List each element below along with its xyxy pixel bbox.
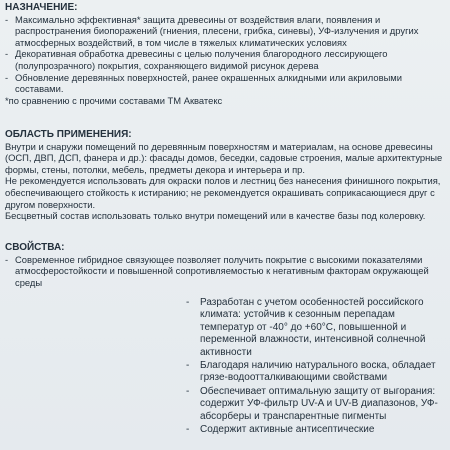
bullet-icon: - [5,48,9,60]
bullet-icon: - [5,13,9,25]
purpose-item: - Декоративная обработка древесины с целью получения благородного лессирующего (полупрозрачного) покрытия, сохраняющего видимой рисунок дерева [5,48,388,71]
purpose-heading: НАЗНАЧЕНИЕ: [5,2,78,13]
bullet-icon: - [5,253,9,265]
feature-item: - Обеспечивает оптимальную защиту от выгорания: содержит УФ-фильтр UV-A и UV-B диапазонов, УФ-абсорберы и транспарентные пигменты [186,385,438,422]
properties-section [5,242,445,288]
purpose-item: - Максимально эффективная* защита древесины от воздействия влаги, появления и распространения биопоражений (гниения, плесени, грибка, синевы), УФ-излучения и других атмосферных воздействий, в том числе в тяжелых климатических условиях [5,13,419,48]
application-paragraph: Внутри и снаружи помещений по деревянным поверхностям и материалам, на основе древесины (ОСП, ДВП, ДСП, фанера и др.): фасады домов, беседки, садовые строения, малые архитектурные формы, стены, потолки, мебель, предметы декора и интерьера и пр. [5,140,443,175]
features-list [186,297,446,437]
feature-item: - Благодаря наличию натурального воска, обладает грязе-водоотталкивающими свойствами [186,360,436,384]
feature-item: - Содержит активные антисептические [186,424,375,436]
application-paragraph: Бесцветный состав использовать только внутри помещений или в качестве базы под колеровку. [5,210,426,222]
bullet-icon: - [186,424,190,436]
purpose-footnote: *по сравнению с прочими составами ТМ Акватекс [5,94,223,106]
feature-item: - Разработан с учетом особенностей российского климата: устойчив к сезонным перепадам температур от -40° до +60°С, повышенной и переменной влажности, интенсивной солнечной активности [186,297,426,358]
application-section [5,129,445,222]
properties-heading: СВОЙСТВА: [5,242,65,253]
bullet-icon: - [186,360,190,372]
properties-item: - Современное гибридное связующее позволяет получить покрытие с высокими показателями атмосферостойкости и повышенной сопротивляемостью к негативным факторам окружающей среды [5,253,429,288]
application-paragraph: Не рекомендуется использовать для окраски полов и лестниц без нанесения финишного покрытия, обеспечивающего стойкость к истиранию; не рекомендуется окрашивать соприкасающиеся друг с другом поверхности. [5,175,441,210]
bullet-icon: - [186,297,190,308]
bullet-icon: - [186,385,190,397]
application-heading: ОБЛАСТЬ ПРИМЕНЕНИЯ: [5,129,132,140]
bullet-icon: - [5,71,9,83]
purpose-item: - Обновление деревянных поверхностей, ранее окрашенных алкидными или акриловыми составами. [5,71,402,95]
purpose-section [5,2,445,106]
